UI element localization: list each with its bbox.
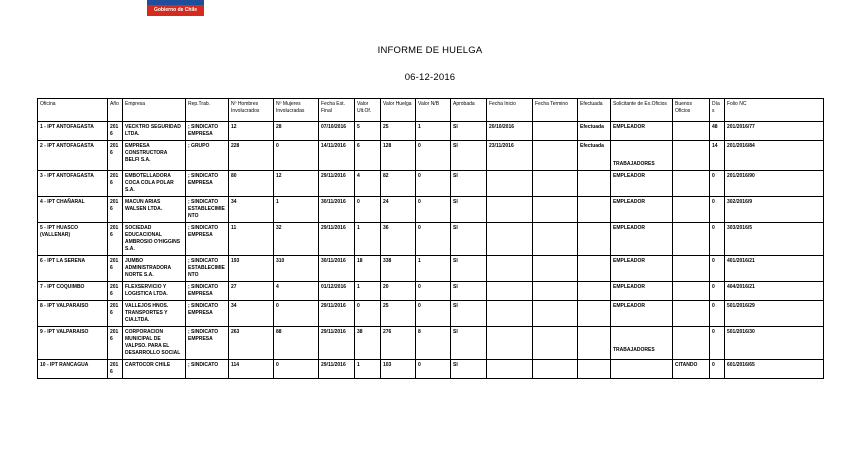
table-cell: 6 [355,141,381,171]
table-row [38,301,824,327]
table-cell: CITANDO [673,360,710,379]
table-cell: 8 - IPT VALPARAISO [38,301,108,327]
report-date: 06-12-2016 [404,72,456,83]
table-cell: SI [451,223,487,256]
table-cell: 263 [229,327,274,360]
table-cell [487,301,533,327]
table-cell: 276 [381,327,416,360]
table-cell: EMPLEADOR [611,197,673,223]
report-title: INFORME DE HUELGA [377,45,483,56]
column-header: Fecha Termino [533,99,578,122]
table-cell: 18 [355,256,381,282]
column-header: Valor N/B [416,99,451,122]
table-cell: EMPLEADOR [611,282,673,301]
table-cell: EMPLEADOR [611,256,673,282]
table-row [38,360,824,379]
table-row [38,223,824,256]
table-cell: 2016 [108,197,123,223]
table-cell [487,197,533,223]
column-header: Folio NC [725,99,824,122]
table-row [38,171,824,197]
table-cell: 201/2016/84 [725,141,824,171]
table-cell: 0 [416,141,451,171]
table-cell: 5 - IPT HUASCO (VALLENAR) [38,223,108,256]
table-cell: 193 [229,256,274,282]
table-cell: Efectuada [578,141,611,171]
table-cell: Efectuada [578,122,611,141]
table-cell [487,327,533,360]
table-cell: ; SINDICATO EMPRESA [186,223,229,256]
table-cell: 80 [229,171,274,197]
table-cell: 0 [710,360,725,379]
table-cell: 29/11/2016 [319,171,355,197]
table-cell: 501/2016/30 [725,327,824,360]
table-cell: 48 [710,122,725,141]
table-cell: SI [451,327,487,360]
table-cell: CARTOCOR CHILE [123,360,186,379]
column-header: Año [108,99,123,122]
table-cell: 14 [710,141,725,171]
table-row [38,327,824,360]
table-cell: 2016 [108,223,123,256]
table-cell: 7 - IPT COQUIMBO [38,282,108,301]
table-cell: 34 [229,301,274,327]
table-cell: SI [451,301,487,327]
table-cell: 14/11/2016 [319,141,355,171]
table-cell: 1 [355,223,381,256]
table-cell: 1 [274,197,319,223]
table-cell [611,360,673,379]
table-cell: 2016 [108,256,123,282]
table-cell [673,197,710,223]
table-cell: 103 [381,360,416,379]
table-cell: 29/11/2016 [319,360,355,379]
table-cell [533,360,578,379]
table-cell: 501/2016/29 [725,301,824,327]
table-cell: 0 [416,197,451,223]
table-cell [487,223,533,256]
table-cell: 0 [710,256,725,282]
table-cell: 12 [274,171,319,197]
table-cell: 0 [416,223,451,256]
table-cell: EMBOTELLADORA COCA COLA POLAR S.A. [123,171,186,197]
table-cell: FLEXSERVICIO Y LOGISTICA LTDA. [123,282,186,301]
table-cell: 11 [229,223,274,256]
table-cell: 4 [355,171,381,197]
table-cell: 9 - IPT VALPARAISO [38,327,108,360]
table-cell: MACUN ARIAS WALSEN LTDA. [123,197,186,223]
table-cell [533,256,578,282]
table-cell: 1 [355,360,381,379]
strike-report-table [37,98,824,379]
table-row [38,122,824,141]
table-cell: 28 [274,122,319,141]
table-cell: 5 [355,122,381,141]
table-cell: ; SINDICATO EMPRESA [186,171,229,197]
table-cell: ; SINDICATO EMPRESA [186,282,229,301]
table-cell: 30/11/2016 [319,197,355,223]
table-cell: 1 [416,122,451,141]
table-cell: 6 - IPT LA SERENA [38,256,108,282]
table-cell [533,171,578,197]
table-cell: 82 [381,171,416,197]
table-cell [673,223,710,256]
table-row [38,256,824,282]
table-cell [578,223,611,256]
table-cell: ; SINDICATO EMPRESA [186,301,229,327]
table-cell: VECKTRO SEGURIDAD LTDA. [123,122,186,141]
table-cell: 27 [229,282,274,301]
table-cell: 3 - IPT ANTOFAGASTA [38,171,108,197]
table-cell [673,171,710,197]
table-cell: 310 [274,256,319,282]
table-cell: 32 [274,223,319,256]
table-cell: ; SINDICATO ESTABLECIMIENTO [186,256,229,282]
table-cell: 23/11/2016 [487,141,533,171]
table-cell: SI [451,256,487,282]
table-cell: SI [451,197,487,223]
table-cell: 0 [274,141,319,171]
table-cell: EMPLEADOR [611,122,673,141]
column-header: Aprobada [451,99,487,122]
table-cell: 25 [381,301,416,327]
table-cell [673,327,710,360]
table-cell: SI [451,141,487,171]
column-header: Nº Mujeres Involucradas [274,99,319,122]
table-cell: 0 [416,171,451,197]
table-cell: EMPLEADOR [611,223,673,256]
table-cell: 401/2016/21 [725,256,824,282]
table-cell [487,171,533,197]
table-cell [487,282,533,301]
table-cell: 0 [355,301,381,327]
table-cell: 338 [381,256,416,282]
table-cell: 0 [710,327,725,360]
gobierno-logo [147,0,204,16]
table-cell: 24 [381,197,416,223]
table-cell [578,327,611,360]
table-cell: 29/11/2016 [319,223,355,256]
table-cell: SI [451,122,487,141]
table-cell: 88 [274,327,319,360]
table-cell: 0 [416,301,451,327]
table-cell: EMPLEADOR [611,301,673,327]
table-cell: 228 [229,141,274,171]
column-header: Oficina [38,99,108,122]
table-cell: 29/11/2016 [319,301,355,327]
table-cell: 25 [381,122,416,141]
column-header: Solicitante de Ex.Oficios [611,99,673,122]
table-cell [578,282,611,301]
table-cell: 0 [416,282,451,301]
table-cell: 29/11/2016 [319,327,355,360]
table-cell: 404/2016/21 [725,282,824,301]
column-header: Nº Hombres Involucrados [229,99,274,122]
table-cell [673,282,710,301]
table-cell: 0 [710,301,725,327]
table-cell: TRABAJADORES [611,327,673,360]
table-cell: 01/12/2016 [319,282,355,301]
table-cell: 0 [710,223,725,256]
table-cell: EMPRESA CONSTRUCTORA BELFI S.A. [123,141,186,171]
table-cell: 1 [416,256,451,282]
table-cell: 2016 [108,327,123,360]
table-cell [673,256,710,282]
table-cell: SI [451,282,487,301]
table-cell: 2016 [108,122,123,141]
table-cell [578,301,611,327]
table-cell [533,223,578,256]
table-cell [578,360,611,379]
table-cell [487,256,533,282]
table-cell [533,122,578,141]
column-header: Valor Huelga [381,99,416,122]
column-header: Días [710,99,725,122]
table-cell: 0 [710,282,725,301]
table-cell: 601/2016/65 [725,360,824,379]
table-header-row [38,99,824,122]
table-cell: 302/2016/9 [725,197,824,223]
column-header: Fecha Inicio [487,99,533,122]
table-cell: VALLEJOS HNOS. TRANSPORTES Y CIA.LTDA. [123,301,186,327]
table-cell: ; SINDICATO [186,360,229,379]
table-cell: 2016 [108,360,123,379]
table-cell: 20/10/2016 [487,122,533,141]
table-cell: TRABAJADORES [611,141,673,171]
table-row [38,282,824,301]
table-cell: 0 [274,360,319,379]
table-cell: 201/2016/90 [725,171,824,197]
table-cell: 2016 [108,282,123,301]
table-cell [578,197,611,223]
table-cell: 38 [355,327,381,360]
table-cell [533,301,578,327]
table-cell: ; GRUPO [186,141,229,171]
table-cell: 1 - IPT ANTOFAGASTA [38,122,108,141]
table-cell [487,360,533,379]
table-cell: 303/2016/5 [725,223,824,256]
table-cell: 0 [416,360,451,379]
table-cell: 1 [355,282,381,301]
table-cell: 0 [274,301,319,327]
table-cell [673,301,710,327]
table-cell: EMPLEADOR [611,171,673,197]
table-cell: 07/10/2016 [319,122,355,141]
table-cell [533,141,578,171]
table-cell [533,197,578,223]
table-cell: 12 [229,122,274,141]
table-cell: 20 [381,282,416,301]
table-cell: CORPORACION MUNICIPAL DE VALPSO. PARA EL DESARROLLO SOCIAL [123,327,186,360]
table-cell: 114 [229,360,274,379]
table-cell: ; SINDICATO ESTABLECIMIENTO [186,197,229,223]
table-cell: 2016 [108,141,123,171]
logo-text: Gobierno de Chile [147,5,204,16]
table-cell [533,327,578,360]
table-cell: 2 - IPT ANTOFAGASTA [38,141,108,171]
table-cell: SI [451,171,487,197]
column-header: Fecha Est. Final [319,99,355,122]
table-cell: ; SINDICATO EMPRESA [186,327,229,360]
column-header: Valor Ult.Of. [355,99,381,122]
table-cell: 0 [710,171,725,197]
table-cell: 201/2016/77 [725,122,824,141]
table-cell: 36 [381,223,416,256]
table-cell: 128 [381,141,416,171]
table-cell: 2016 [108,171,123,197]
table-cell: 0 [355,197,381,223]
table-row [38,141,824,171]
table-cell [578,171,611,197]
column-header: Empresa [123,99,186,122]
table-cell: 4 [274,282,319,301]
column-header: Rep.Trab. [186,99,229,122]
table-cell [673,141,710,171]
table-cell: SI [451,360,487,379]
table-cell [533,282,578,301]
table-cell [673,122,710,141]
table-cell: 10 - IPT RANCAGUA [38,360,108,379]
table-cell: 4 - IPT CHAÑARAL [38,197,108,223]
table-cell: 30/11/2016 [319,256,355,282]
table-cell: ; SINDICATO EMPRESA [186,122,229,141]
column-header: Buenos Oficios [673,99,710,122]
table-row [38,197,824,223]
table-cell: JUMBO ADMINISTRADORA NORTE S.A. [123,256,186,282]
table-cell: SOCIEDAD EDUCACIONAL AMBROSIO O'HIGGINS S.A. [123,223,186,256]
table-cell: 0 [710,197,725,223]
table-cell: 2016 [108,301,123,327]
table-cell: 34 [229,197,274,223]
table-cell [578,256,611,282]
table-cell: 8 [416,327,451,360]
column-header: Efectuada [578,99,611,122]
